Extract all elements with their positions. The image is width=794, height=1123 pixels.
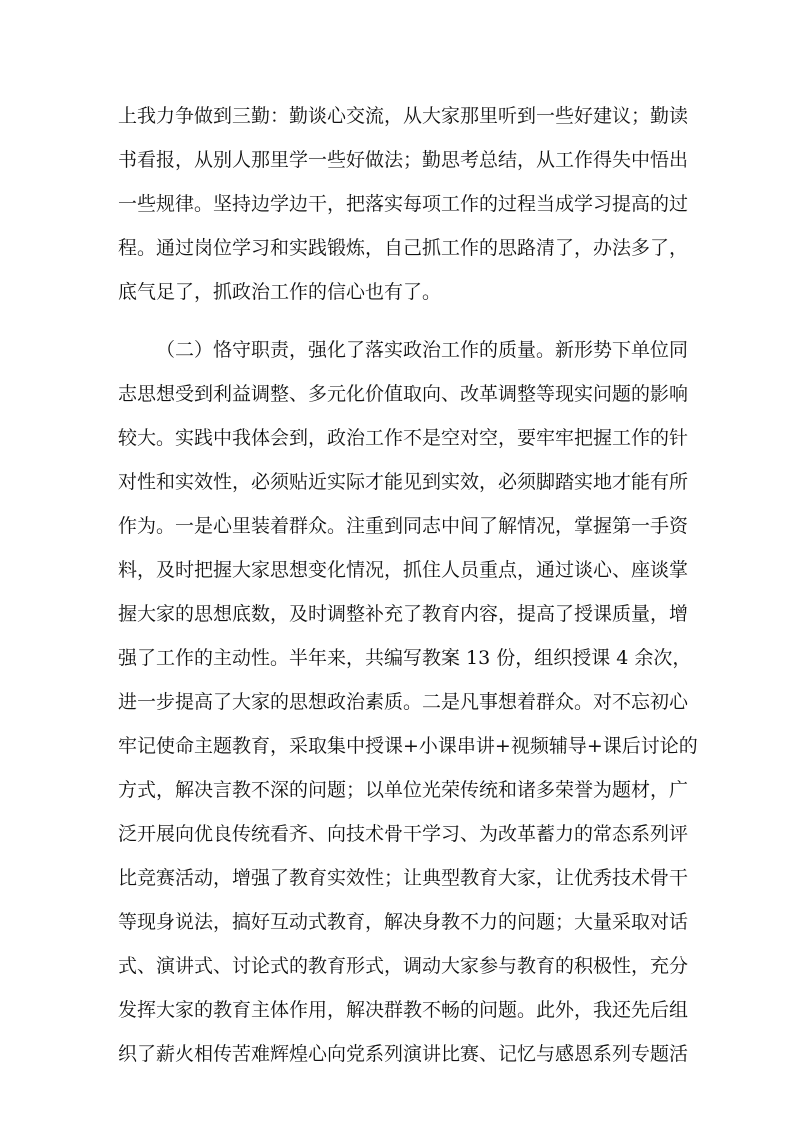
text-line: 书看报，从别人那里学一些好做法；勤思考总结，从工作得失中悟出	[118, 149, 689, 171]
text-line: 发挥大家的教育主体作用，解决群教不畅的问题。此外，我还先后组	[118, 999, 689, 1021]
text-line: （二）恪守职责，强化了落实政治工作的质量。新形势下单位同	[156, 339, 689, 361]
text-line: 底气足了，抓政治工作的信心也有了。	[118, 281, 442, 303]
text-line: 方式，解决言教不深的问题；以单位光荣传统和诸多荣誉为题材，广	[118, 779, 689, 801]
text-line: 比竞赛活动，增强了教育实效性；让典型教育大家，让优秀技术骨干	[118, 867, 689, 889]
text-line: 泛开展向优良传统看齐、向技术骨干学习、为改革蓄力的常态系列评	[118, 823, 689, 845]
text-line: 进一步提高了大家的思想政治素质。二是凡事想着群众。对不忘初心	[118, 691, 689, 713]
text-line: 作为。一是心里装着群众。注重到同志中间了解情况，掌握第一手资	[118, 515, 689, 537]
text-line: 志思想受到利益调整、多元化价值取向、改革调整等现实问题的影响	[118, 383, 689, 405]
text-line: 较大。实践中我体会到，政治工作不是空对空，要牢牢把握工作的针	[118, 427, 689, 449]
text-line: 牢记使命主题教育，采取集中授课+小课串讲+视频辅导+课后讨论的	[118, 735, 698, 757]
text-line: 强了工作的主动性。半年来，共编写教案 13 份，组织授课 4 余次，	[118, 647, 692, 669]
text-line: 料，及时把握大家思想变化情况，抓住人员重点，通过谈心、座谈掌	[118, 559, 689, 581]
text-line: 一些规律。坚持边学边干，把落实每项工作的过程当成学习提高的过	[118, 193, 689, 215]
text-line: 上我力争做到三勤：勤谈心交流，从大家那里听到一些好建议；勤读	[118, 105, 689, 127]
text-line: 握大家的思想底数，及时调整补充了教育内容，提高了授课质量，增	[118, 603, 689, 625]
text-line: 式、演讲式、讨论式的教育形式，调动大家参与教育的积极性，充分	[118, 955, 689, 977]
text-line: 对性和实效性，必须贴近实际才能见到实效，必须脚踏实地才能有所	[118, 471, 689, 493]
text-line: 等现身说法，搞好互动式教育，解决身教不力的问题；大量采取对话	[118, 911, 689, 933]
body-text	[118, 0, 698, 1123]
text-line: 织了薪火相传苦难辉煌心向党系列演讲比赛、记忆与感恩系列专题活	[118, 1043, 689, 1065]
text-line: 程。通过岗位学习和实践锻炼，自己抓工作的思路清了，办法多了，	[118, 237, 689, 259]
